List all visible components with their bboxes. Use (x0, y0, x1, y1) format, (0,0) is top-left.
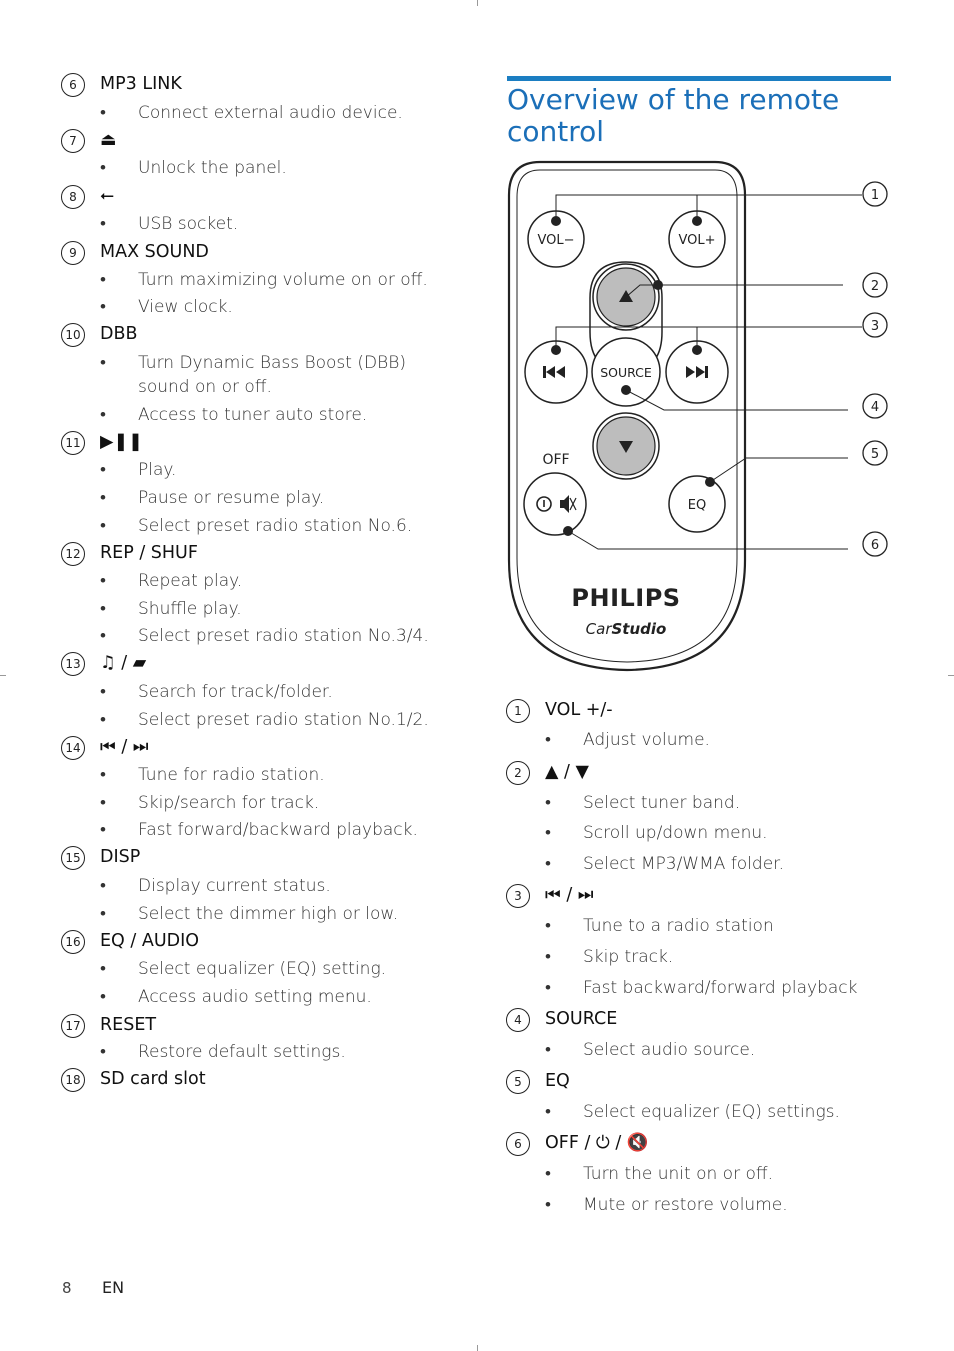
bullet-item (100, 569, 243, 593)
bullet-item (100, 763, 325, 787)
item-number: 18 (61, 1068, 85, 1092)
brand-logo: PHILIPS (571, 584, 681, 612)
bullet-text: Fast backward/forward playback (583, 978, 858, 998)
item-heading: REP / SHUF (100, 543, 198, 563)
bullet-text: Skip track. (583, 947, 674, 967)
item-heading: VOL +/- (545, 700, 613, 720)
bullet-text: Select preset radio station No.1/2. (138, 710, 429, 730)
crop-mark (477, 0, 478, 6)
bullet-item (100, 458, 177, 482)
item-number: 6 (61, 73, 85, 97)
item-heading: ⏮ / ⏭ (545, 885, 594, 905)
item-heading: DISP (100, 847, 141, 867)
bullet-dot: • (100, 793, 106, 813)
bullet-text: Access to tuner auto store. (138, 405, 368, 425)
callout-2: 2 (870, 279, 880, 294)
callout-5: 5 (870, 447, 880, 462)
bullet-text: Select preset radio station No.3/4. (138, 626, 429, 646)
bullet-item (100, 101, 403, 125)
bullet-dot: • (100, 405, 106, 425)
item-number: 17 (61, 1014, 85, 1038)
bullet-dot: • (100, 270, 106, 290)
bullet-item (100, 818, 418, 842)
bullet-item (545, 852, 785, 876)
language-code: EN (102, 1278, 125, 1297)
crop-mark (0, 675, 6, 676)
item-number: 10 (61, 323, 85, 347)
bullet-text: Select equalizer (EQ) setting. (138, 959, 387, 979)
bullet-text: Select the dimmer high or low. (138, 904, 399, 924)
bullet-item (100, 212, 239, 236)
eq-label: EQ (687, 498, 707, 513)
item-number: 16 (61, 930, 85, 954)
bullet-text: Select tuner band. (583, 793, 741, 813)
item-heading: EQ (545, 1071, 570, 1091)
bullet-text: Select audio source. (583, 1040, 756, 1060)
page-number: 8 (62, 1279, 72, 1297)
bullet-dot: • (545, 947, 551, 967)
bullet-text: Access audio setting menu. (138, 987, 372, 1007)
bullet-text: Select MP3/WMA folder. (583, 854, 785, 874)
bullet-dot: • (100, 1042, 106, 1062)
bullet-dot: • (545, 1040, 551, 1060)
item-number: 9 (61, 241, 85, 265)
bullet-item (100, 791, 320, 815)
bullet-text: Display current status. (138, 876, 331, 896)
svg-text:CarStudio (586, 620, 667, 638)
section-title: Overview of the remote control (507, 83, 840, 148)
bullet-item (100, 351, 406, 399)
crop-mark (477, 1345, 478, 1351)
bullet-item (545, 1038, 756, 1062)
bullet-item (100, 486, 325, 510)
bullet-text: Unlock the panel. (138, 158, 287, 178)
bullet-dot: • (100, 959, 106, 979)
item-number: 11 (61, 431, 85, 455)
item-heading: SOURCE (545, 1009, 618, 1029)
bullet-dot: • (545, 730, 551, 750)
item-heading: OFF / ⏻ / 🔇 (545, 1133, 649, 1153)
bullet-dot: • (100, 876, 106, 896)
item-heading: MP3 LINK (100, 74, 182, 94)
bullet-text: View clock. (138, 297, 233, 317)
bullet-dot: • (100, 599, 106, 619)
source-label: SOURCE (600, 365, 652, 380)
bullet-dot: • (545, 1164, 551, 1184)
item-number: 8 (61, 185, 85, 209)
bullet-dot: • (100, 765, 106, 785)
bullet-text: Tune to a radio station (583, 916, 774, 936)
model-prefix: Car (585, 620, 612, 638)
bullet-item (100, 985, 372, 1009)
bullet-item (545, 914, 774, 938)
bullet-text: Fast forward/backward playback. (138, 820, 418, 840)
item-number: 3 (506, 884, 530, 908)
bullet-dot: • (545, 854, 551, 874)
crop-mark (948, 675, 954, 676)
bullet-text: Turn maximizing volume on or off. (138, 270, 428, 290)
bullet-item (100, 680, 333, 704)
bullet-text: Select preset radio station No.6. (138, 516, 413, 536)
callout-3: 3 (870, 319, 880, 334)
bullet-item (100, 514, 413, 538)
bullet-dot: • (100, 710, 106, 730)
bullet-dot: • (545, 793, 551, 813)
item-heading: SD card slot (100, 1069, 206, 1089)
bullet-item (545, 1100, 840, 1124)
remote-illustration (500, 150, 900, 680)
callout-1: 1 (870, 188, 880, 203)
bullet-item (100, 295, 233, 319)
bullet-item (100, 624, 429, 648)
vol-plus-label: VOL+ (678, 233, 716, 248)
bullet-dot: • (100, 103, 106, 123)
bullet-text: Skip/search for track. (138, 793, 320, 813)
bullet-item (100, 957, 387, 981)
bullet-item (545, 728, 710, 752)
item-heading: RESET (100, 1015, 157, 1035)
title-rule (507, 76, 891, 81)
callout-6: 6 (870, 538, 880, 553)
bullet-dot: • (545, 978, 551, 998)
item-number: 6 (506, 1132, 530, 1156)
bullet-item (100, 1040, 346, 1064)
item-number: 15 (61, 846, 85, 870)
bullet-item (545, 945, 674, 969)
bullet-dot: • (100, 353, 106, 373)
bullet-dot: • (100, 904, 106, 924)
bullet-dot: • (100, 987, 106, 1007)
bullet-dot: • (100, 682, 106, 702)
bullet-item (545, 976, 858, 1000)
bullet-dot: • (100, 214, 106, 234)
item-number: 5 (506, 1070, 530, 1094)
bullet-text: Mute or restore volume. (583, 1195, 788, 1215)
item-number: 7 (61, 129, 85, 153)
bullet-text: Turn the unit on or off. (583, 1164, 773, 1184)
bullet-text: Turn Dynamic Bass Boost (DBB) sound on or off. (138, 353, 406, 397)
item-heading: MAX SOUND (100, 242, 209, 262)
bullet-text: Select equalizer (EQ) settings. (583, 1102, 840, 1122)
bullet-text: Adjust volume. (583, 730, 710, 750)
item-number: 12 (61, 542, 85, 566)
bullet-item (100, 268, 428, 292)
bullet-item (545, 1162, 773, 1186)
bullet-dot: • (100, 516, 106, 536)
bullet-dot: • (100, 297, 106, 317)
bullet-item (100, 403, 368, 427)
callout-4: 4 (870, 400, 880, 415)
item-heading: ⏏ (100, 130, 117, 150)
item-number: 13 (61, 652, 85, 676)
item-heading: ▶❚❚ (100, 432, 143, 452)
bullet-item (100, 902, 399, 926)
item-number: 4 (506, 1008, 530, 1032)
bullet-text: Shuffle play. (138, 599, 242, 619)
item-heading: DBB (100, 324, 138, 344)
item-heading: EQ / AUDIO (100, 931, 200, 951)
item-heading: ⏮ / ⏭ (100, 737, 149, 757)
bullet-item (100, 874, 331, 898)
bullet-text: Tune for radio station. (138, 765, 325, 785)
item-heading: ♫ / ▰ (100, 653, 147, 673)
bullet-text: Connect external audio device. (138, 103, 403, 123)
power-mute-button (524, 473, 586, 535)
bullet-dot: • (100, 626, 106, 646)
bullet-text: Search for track/folder. (138, 682, 333, 702)
vol-minus-label: VOL− (537, 233, 575, 248)
bullet-text: Play. (138, 460, 177, 480)
bullet-dot: • (100, 488, 106, 508)
bullet-item (545, 791, 741, 815)
item-number: 14 (61, 736, 85, 760)
bullet-item (100, 156, 287, 180)
bullet-dot: • (100, 820, 106, 840)
off-label: OFF (542, 452, 570, 468)
bullet-text: Repeat play. (138, 571, 243, 591)
item-number: 2 (506, 761, 530, 785)
bullet-dot: • (100, 158, 106, 178)
bullet-dot: • (100, 460, 106, 480)
model-suffix: Studio (611, 620, 667, 638)
item-number: 1 (506, 699, 530, 723)
bullet-text: Scroll up/down menu. (583, 823, 768, 843)
bullet-item (100, 597, 242, 621)
bullet-text: Restore default settings. (138, 1042, 346, 1062)
bullet-dot: • (545, 1195, 551, 1215)
bullet-dot: • (545, 1102, 551, 1122)
item-heading: ⭠ (100, 186, 114, 206)
bullet-text: USB socket. (138, 214, 239, 234)
bullet-text: Pause or resume play. (138, 488, 325, 508)
bullet-dot: • (545, 916, 551, 936)
bullet-dot: • (545, 823, 551, 843)
bullet-item (545, 1193, 788, 1217)
item-heading: ▲ / ▼ (545, 762, 589, 782)
bullet-item (100, 708, 429, 732)
bullet-item (545, 821, 768, 845)
bullet-dot: • (100, 571, 106, 591)
